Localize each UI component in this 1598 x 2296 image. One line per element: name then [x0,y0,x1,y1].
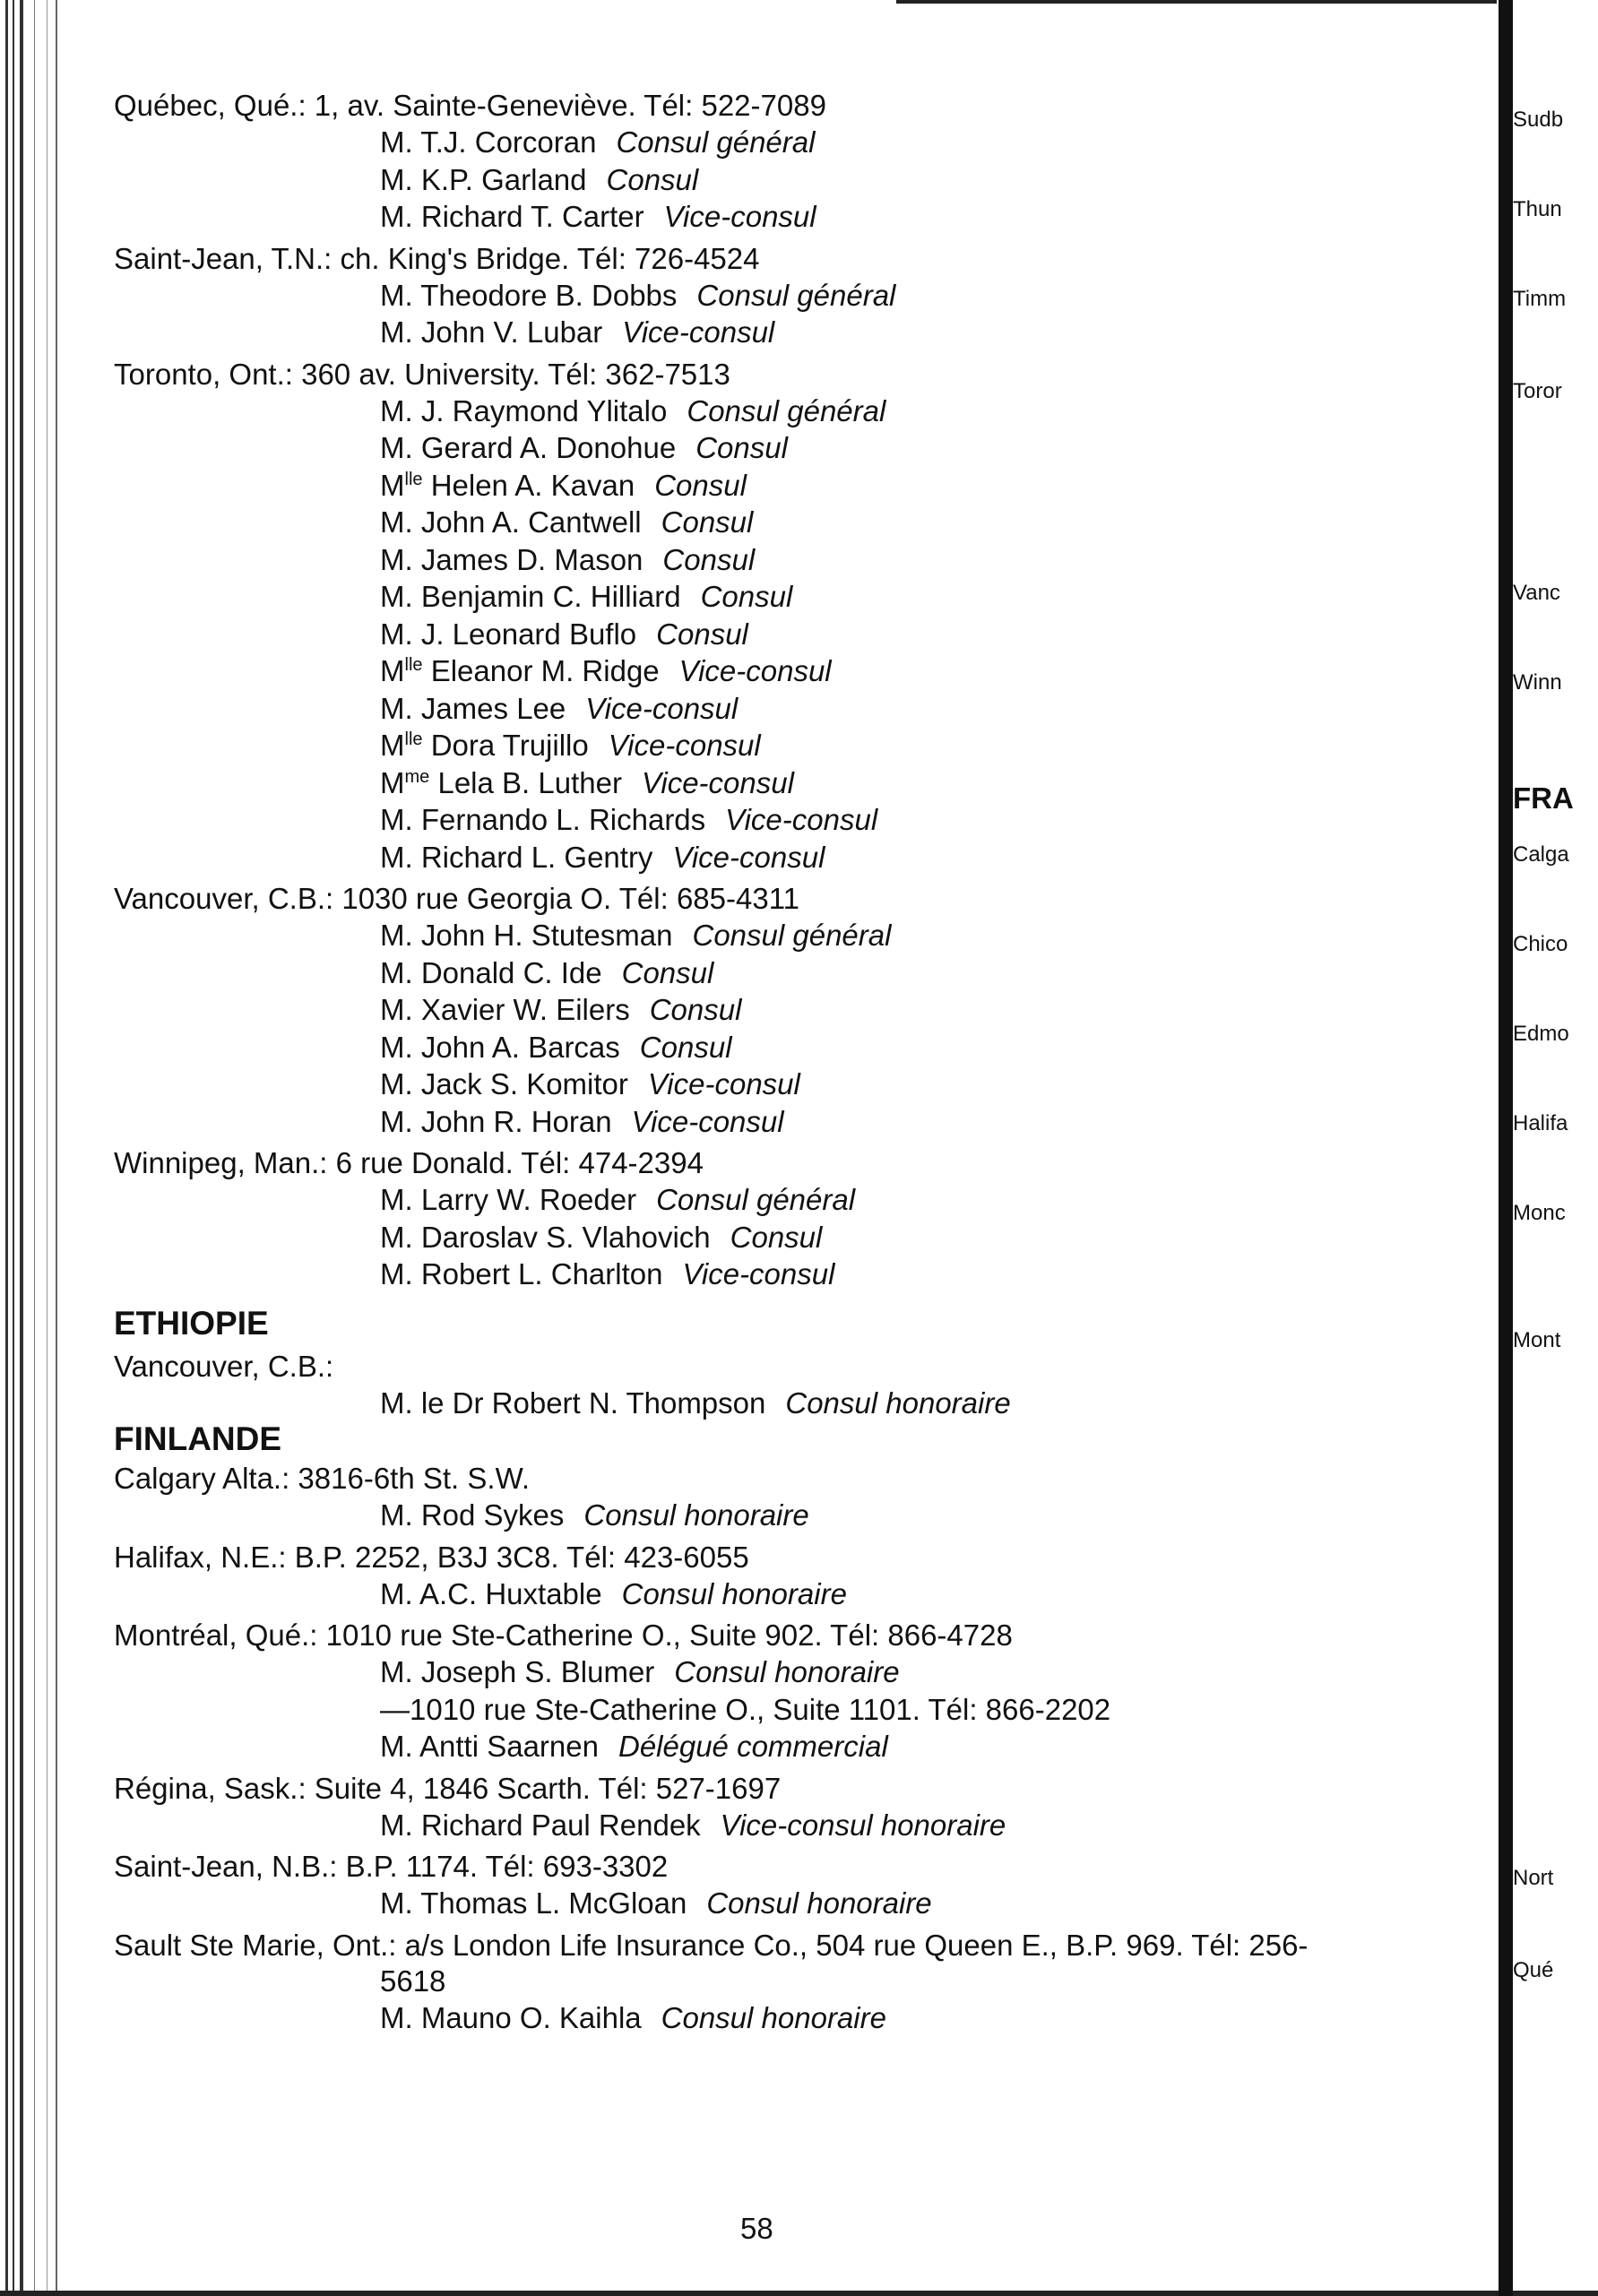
staff-line [114,1653,1485,1691]
staff-title: Consul honoraire [621,1576,847,1610]
next-page-fragment: Thun [1513,197,1562,221]
country-heading: FINLANDE [114,1420,282,1457]
staff-title: Vice-consul [725,803,878,836]
staff-prefix: M [380,654,405,687]
staff-title: Consul honoraire [785,1385,1011,1420]
staff-title: Consul honoraire [661,2000,886,2034]
staff-name: M. K.P. Garland [380,162,587,196]
consulate-entry [114,1849,1485,1922]
staff-name: M. J. Leonard Buflo [380,617,637,651]
staff-name: M. John H. Stutesman [380,919,673,952]
staff-title: Vice-consul [622,315,775,349]
consulate-entry [114,88,1485,236]
consulate-entry [114,1145,1485,1293]
staff-name: M. Antti Saarnen [380,1730,599,1763]
staff-line [114,1029,1485,1066]
next-page-fragment: Winn [1513,670,1562,695]
staff-line [114,1885,1485,1922]
consulate-address: Toronto, Ont.: 360 av. University. Tél: 362-7513 [114,357,730,391]
staff-line [114,1256,1485,1293]
next-page-edge [1513,0,1598,2296]
staff-line [114,727,1485,764]
staff-line [114,954,1485,992]
staff-name: M. John A. Barcas [380,1030,620,1064]
page-number: 58 [740,2212,773,2245]
consulate-entry [114,881,1485,1140]
next-page-fragment: Halifa [1513,1111,1568,1135]
staff-title: Consul honoraire [674,1655,900,1688]
staff-name: M. le Dr Robert N. Thompson [380,1385,766,1420]
staff-title: Vice-consul [663,200,816,233]
staff-title: Vice-consul [641,765,794,799]
staff-name: M. Gerard A. Donohue [380,431,677,464]
consulate-entry [114,1461,1485,1534]
staff-line [114,198,1485,236]
staff-title: Consul général [692,919,892,952]
next-page-fragment: Monc [1513,1201,1566,1225]
staff-prefix-sup: lle [404,655,423,675]
staff-name: M. Larry W. Roeder [380,1183,637,1216]
staff-line [114,991,1485,1029]
staff-title: Consul général [687,393,886,427]
staff-title: Vice-consul [672,840,825,874]
staff-name: M. Richard T. Carter [380,200,644,233]
staff-name: M. John V. Lubar [380,315,603,349]
staff-line [114,1497,1485,1534]
next-page-fragment: Mont [1513,1328,1561,1352]
staff-name: M. Richard Paul Rendek [380,1808,701,1842]
staff-line [114,1066,1485,1103]
staff-line [114,1181,1485,1219]
staff-name: Dora Trujillo [430,729,589,762]
staff-title: Vice-consul [608,729,761,762]
staff-line [114,541,1485,579]
staff-name: Eleanor M. Ridge [430,654,660,687]
staff-name: M. Daroslav S. Vlahovich [380,1220,711,1254]
next-page-fragment: Calga [1513,842,1569,867]
staff-line [114,161,1485,199]
staff-title: Délégué commercial [618,1730,888,1763]
secondary-address: —1010 rue Ste-Catherine O., Suite 1101. Tél: 866-2202 [380,1692,1111,1726]
staff-title: Consul général [656,1183,856,1216]
consulate-entry [114,1928,1485,2037]
staff-line [114,393,1485,430]
staff-title: Consul [639,1030,732,1064]
staff-title: Vice-consul [585,691,739,725]
staff-line [114,839,1485,876]
next-page-fragment: FRA [1513,781,1574,815]
consulate-address: Calgary Alta.: 3816-6th St. S.W. [114,1462,531,1495]
staff-name: M. Mauno O. Kaihla [380,2000,642,2034]
staff-line [114,314,1485,351]
staff-line [114,124,1485,161]
staff-name: M. A.C. Huxtable [380,1576,602,1610]
staff-name: M. T.J. Corcoran [380,125,597,159]
staff-line [114,277,1485,315]
staff-name: M. Joseph S. Blumer [380,1655,655,1688]
staff-title: Vice-consul [647,1067,800,1101]
staff-name: M. Fernando L. Richards [380,803,706,836]
staff-title: Vice-consul [678,654,832,687]
next-page-fragment: Nort [1513,1866,1554,1890]
staff-line [114,1385,1485,1422]
consulate-address: Québec, Qué.: 1, av. Sainte-Geneviève. Tél: 522-7089 [114,89,826,122]
next-page-fragment: Timm [1513,287,1567,311]
top-rule [896,0,1497,4]
staff-title: Vice-consul [682,1257,835,1290]
consulate-entry [114,1618,1485,1765]
consulate-address: Saint-Jean, T.N.: ch. King's Bridge. Tél: 726-4524 [114,241,760,275]
staff-prefix: M [380,468,405,502]
staff-name: M. Thomas L. McGloan [380,1886,687,1920]
staff-title: Consul [700,580,793,613]
staff-title: Consul [606,162,699,196]
staff-title: Consul honoraire [583,1498,809,1532]
consulate-entry [114,1349,1485,1422]
staff-name: M. James Lee [380,691,566,725]
staff-title: Vice-consul [631,1104,784,1138]
staff-name: M. Xavier W. Eilers [380,993,630,1026]
staff-name: M. Donald C. Ide [380,955,602,989]
staff-title: Consul [654,468,747,502]
staff-name: M. Theodore B. Dobbs [380,278,678,312]
consulate-address: Saint-Jean, N.B.: B.P. 1174. Tél: 693-3302 [114,1850,669,1883]
staff-line [114,429,1485,467]
staff-line [114,1999,1485,2037]
staff-prefix-sup: me [404,766,430,787]
staff-name: Lela B. Luther [437,765,622,799]
staff-name: M. Jack S. Komitor [380,1067,628,1101]
staff-line [114,652,1485,690]
consulate-address: Sault Ste Marie, Ont.: a/s London Life Insurance Co., 504 rue Queen E., B.P. 969. Tél: 256- [114,1928,1309,1962]
page-gutter [1499,0,1513,2296]
staff-line [114,801,1485,839]
staff-line [114,917,1485,954]
staff-prefix-sup: lle [404,469,423,489]
consulate-address: Régina, Sask.: Suite 4, 1846 Scarth. Tél: 527-1697 [114,1771,782,1805]
consulate-address: Winnipeg, Man.: 6 rue Donald. Tél: 474-2394 [114,1146,704,1179]
staff-line [114,1807,1485,1844]
staff-title: Consul [649,993,742,1026]
next-page-fragment: Sudb [1513,108,1564,132]
staff-title: Consul [621,955,714,989]
staff-name: M. Richard L. Gentry [380,840,653,874]
next-page-fragment: Edmo [1513,1022,1569,1046]
staff-prefix-sup: lle [404,729,423,749]
staff-line [114,1103,1485,1141]
staff-name: M. Robert L. Charlton [380,1257,663,1290]
staff-line [114,616,1485,653]
next-page-fragment: Vanc [1513,581,1560,605]
staff-name: M. John A. Cantwell [380,505,642,539]
country-heading: ETHIOPIE [114,1304,269,1342]
staff-title: Consul [695,431,788,464]
staff-title: Consul honoraire [706,1886,932,1920]
staff-line [114,1575,1485,1613]
staff-title: Vice-consul honoraire [720,1808,1006,1842]
staff-name: M. Benjamin C. Hilliard [380,580,681,613]
consulate-address: Vancouver, C.B.: 1030 rue Georgia O. Tél: 685-4311 [114,882,799,915]
consulate-address: Montréal, Qué.: 1010 rue Ste-Catherine O., Suite 902. Tél: 866-4728 [114,1618,1013,1652]
consulate-entry [114,241,1485,351]
consulate-address: Vancouver, C.B.: [114,1349,334,1383]
staff-line [114,764,1485,802]
directory-page [114,88,1485,2041]
staff-line [114,690,1485,728]
next-page-fragment: Toror [1513,379,1562,403]
staff-name: M. Rod Sykes [380,1498,565,1532]
staff-prefix: M [380,729,405,762]
consulate-entry [114,357,1485,876]
staff-title: Consul [656,617,748,651]
next-page-fragment: Chico [1513,932,1568,956]
staff-name: M. John R. Horan [380,1104,612,1138]
bottom-rule [0,2291,1598,2296]
staff-line [114,578,1485,616]
staff-prefix: M [380,765,405,799]
staff-name: M. J. Raymond Ylitalo [380,393,668,427]
staff-line [114,504,1485,541]
consulate-entry [114,1771,1485,1844]
consulate-address-continued: 5618 [380,1964,446,1998]
staff-title: Consul [661,505,754,539]
staff-title: Consul [662,542,756,576]
consulate-entry [114,1540,1485,1613]
binding-edge [0,0,63,2296]
staff-name: Helen A. Kavan [430,468,635,502]
staff-line [114,1219,1485,1256]
staff-line [114,467,1485,505]
next-page-fragment: Qué [1513,1958,1554,1982]
consulate-address: Halifax, N.E.: B.P. 2252, B3J 3C8. Tél: 423-6055 [114,1540,749,1574]
staff-line [114,1728,1485,1765]
staff-name: M. James D. Mason [380,542,644,576]
staff-title: Consul général [616,125,816,159]
staff-title: Consul [730,1220,823,1254]
staff-title: Consul général [696,278,896,312]
